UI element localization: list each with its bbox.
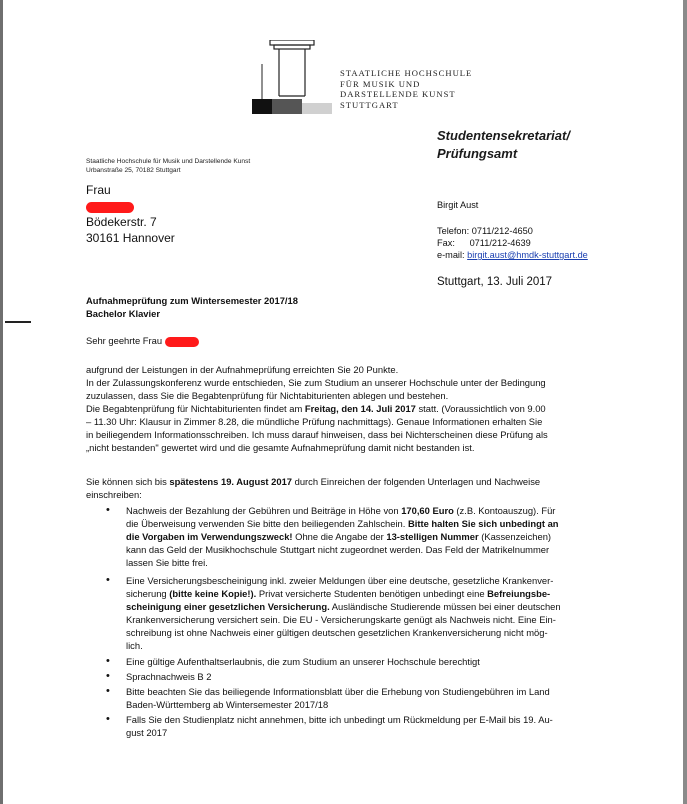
greeting xyxy=(86,335,199,347)
logo-line: FÜR MUSIK UND xyxy=(340,78,421,89)
logo-line: STAATLICHE HOCHSCHULE xyxy=(340,68,473,78)
contact-fax xyxy=(437,237,531,249)
email-label: e-mail: xyxy=(437,250,465,260)
logo-line: STUTTGART xyxy=(340,99,399,110)
text-bold: spätestens 19. August 2017 xyxy=(169,476,293,487)
recipient-title: Frau xyxy=(86,183,111,197)
department-line-2: Prüfungsamt xyxy=(437,146,518,161)
text-bold: die Vorgaben im Verwendungszweck! xyxy=(126,531,293,542)
text-line: schreibung ist ohne Nachweis einer gültigen deutschen gesetzlichen Krankenversicherung nicht mög- xyxy=(126,627,548,638)
text-bold: Befreiungsbe- xyxy=(487,588,551,599)
recipient-name-redacted xyxy=(86,198,175,214)
text-span: Nachweis der Bezahlung der Gebühren und Beiträge in Höhe von xyxy=(126,505,402,516)
text-bold: Bitte halten Sie sich unbedingt an xyxy=(407,518,559,529)
text-line: Baden-Württemberg ab Wintersemester 2017/18 xyxy=(126,699,329,710)
text-span: sicherung xyxy=(126,588,170,599)
school-logo xyxy=(252,40,342,116)
text-line xyxy=(86,475,606,488)
text-line: kann das Geld der Musikhochschule Stuttgart nicht zugeordnet werden. Das Feld der Matrikelnummer xyxy=(126,544,550,555)
department-line-1: Studentensekretariat/ xyxy=(437,128,570,143)
contact-name: Birgit Aust xyxy=(437,200,479,210)
text-bold: (bitte keine Kopie!). xyxy=(169,588,257,599)
list-item xyxy=(86,574,606,652)
fold-mark xyxy=(5,321,31,323)
recipient-city: 30161 Hannover xyxy=(86,231,175,245)
fax-value: 0711/212-4639 xyxy=(469,238,531,248)
text-bold: 13-stelligen Nummer xyxy=(386,531,479,542)
paragraph-enrollment xyxy=(86,475,606,501)
bullet-icon: • xyxy=(106,655,110,667)
requirements-list xyxy=(86,504,606,741)
phone-label: Telefon: xyxy=(437,226,470,236)
department-heading xyxy=(437,127,570,163)
letter-subject xyxy=(86,294,298,320)
window-edge-right xyxy=(683,0,687,804)
bullet-icon: • xyxy=(106,574,110,586)
text-line: Sprachnachweis B 2 xyxy=(126,671,212,682)
bullet-icon: • xyxy=(106,504,110,516)
text-span: die Überweisung verwenden Sie bitte den beiliegenden Zahlschein. xyxy=(126,518,408,529)
text-span: statt. (Voraussichtlich von 9.00 xyxy=(415,403,546,414)
text-span: (Kassenzeichen) xyxy=(478,531,552,542)
text-line: Eine gültige Aufenthaltserlaubnis, die zum Studium an unserer Hochschule berechtigt xyxy=(126,656,480,667)
text-line xyxy=(86,402,606,415)
text-line: Krankenversicherung versichert sein. Die EU - Versicherungskarte genügt als Nachweis nicht. Eine Ein- xyxy=(126,614,556,625)
text-span: Privat versicherte Studenten benötigen unbedingt eine xyxy=(256,588,488,599)
text-line: gust 2017 xyxy=(126,727,168,738)
school-logo-text xyxy=(340,68,472,110)
bullet-icon: • xyxy=(106,685,110,697)
text-span: Ohne die Angabe der xyxy=(292,531,387,542)
subject-line-2: Bachelor Klavier xyxy=(86,308,160,319)
paragraph-result xyxy=(86,363,606,454)
text-line: lassen Sie bitte frei. xyxy=(126,557,208,568)
text-span: Sie können sich bis xyxy=(86,476,170,487)
text-span: Ausländische Studierende müssen bei einer deutschen xyxy=(329,601,561,612)
list-item xyxy=(86,713,606,739)
text-line: Bitte beachten Sie das beiliegende Informationsblatt über die Erhebung von Studiengebühren im Land xyxy=(126,686,550,697)
logo-line: DARSTELLENDE KUNST xyxy=(340,89,456,99)
text-line: einschreiben: xyxy=(86,489,142,500)
text-bold: Freitag, den 14. Juli 2017 xyxy=(304,403,416,414)
text-line: aufgrund der Leistungen in der Aufnahmeprüfung erreichten Sie 20 Punkte. xyxy=(86,364,399,375)
bullet-icon: • xyxy=(106,713,110,725)
email-link[interactable]: birgit.aust@hmdk-stuttgart.de xyxy=(467,250,588,260)
text-bold: 170,60 Euro xyxy=(401,505,454,516)
list-item xyxy=(86,504,606,569)
fax-label: Fax: xyxy=(437,238,455,248)
text-line xyxy=(126,517,606,530)
sender-name: Staatliche Hochschule für Musik und Darstellende Kunst xyxy=(86,158,251,165)
text-line xyxy=(126,600,606,613)
recipient-address xyxy=(86,182,175,246)
phone-value: 0711/212-4650 xyxy=(471,226,533,236)
text-line: In der Zulassungskonferenz wurde entschieden, Sie zum Studium an unserer Hochschule unter der Bedingung xyxy=(86,377,546,388)
greeting-text: Sehr geehrte Frau xyxy=(86,335,163,346)
text-line: lich. xyxy=(126,640,143,651)
text-line: – 11.30 Uhr: Klausur in Zimmer 8.28, die mündliche Prüfung nachmittags). Genaue Informationen erhalten Sie xyxy=(86,416,543,427)
window-edge-left xyxy=(0,0,3,804)
text-line: Falls Sie den Studienplatz nicht annehmen, bitte ich unbedingt um Rückmeldung per E-Mail bis 19. Au- xyxy=(126,714,553,725)
text-line: „nicht bestanden" gewertet wird und die gesamte Aufnahmeprüfung damit nicht bestanden ist. xyxy=(86,442,475,453)
list-item xyxy=(86,655,606,668)
text-bold: scheinigung einer gesetzlichen Versicherung. xyxy=(126,601,330,612)
greeting-name-redacted xyxy=(165,337,199,347)
text-line: in beiliegendem Informationsschreiben. Ich muss darauf hinweisen, dass bei Nichterscheinen diese Prüfung als xyxy=(86,429,548,440)
contact-phone xyxy=(437,225,533,237)
text-span: durch Einreichen der folgenden Unterlagen und Nachweise xyxy=(292,476,541,487)
subject-line-1: Aufnahmeprüfung zum Wintersemester 2017/18 xyxy=(86,295,298,306)
text-line xyxy=(126,530,606,543)
text-span: Die Begabtenprüfung für Nichtabiturienten findet am xyxy=(86,403,305,414)
text-span: (z.B. Kontoauszug). Für xyxy=(453,505,556,516)
recipient-street: Bödekerstr. 7 xyxy=(86,215,157,229)
sender-address: Urbanstraße 25, 70182 Stuttgart xyxy=(86,167,181,174)
contact-email xyxy=(437,249,588,261)
letter-date: Stuttgart, 13. Juli 2017 xyxy=(437,276,553,288)
list-item xyxy=(86,670,606,683)
text-line: zuzulassen, dass Sie die Begabtenprüfung für Nichtabiturienten ablegen und bestehen. xyxy=(86,390,449,401)
text-line: Eine Versicherungsbescheinigung inkl. zweier Meldungen über eine deutsche, gesetzliche Krankenver- xyxy=(126,575,554,586)
text-line xyxy=(126,587,606,600)
list-item xyxy=(86,685,606,711)
text-line xyxy=(126,504,606,517)
bullet-icon: • xyxy=(106,670,110,682)
